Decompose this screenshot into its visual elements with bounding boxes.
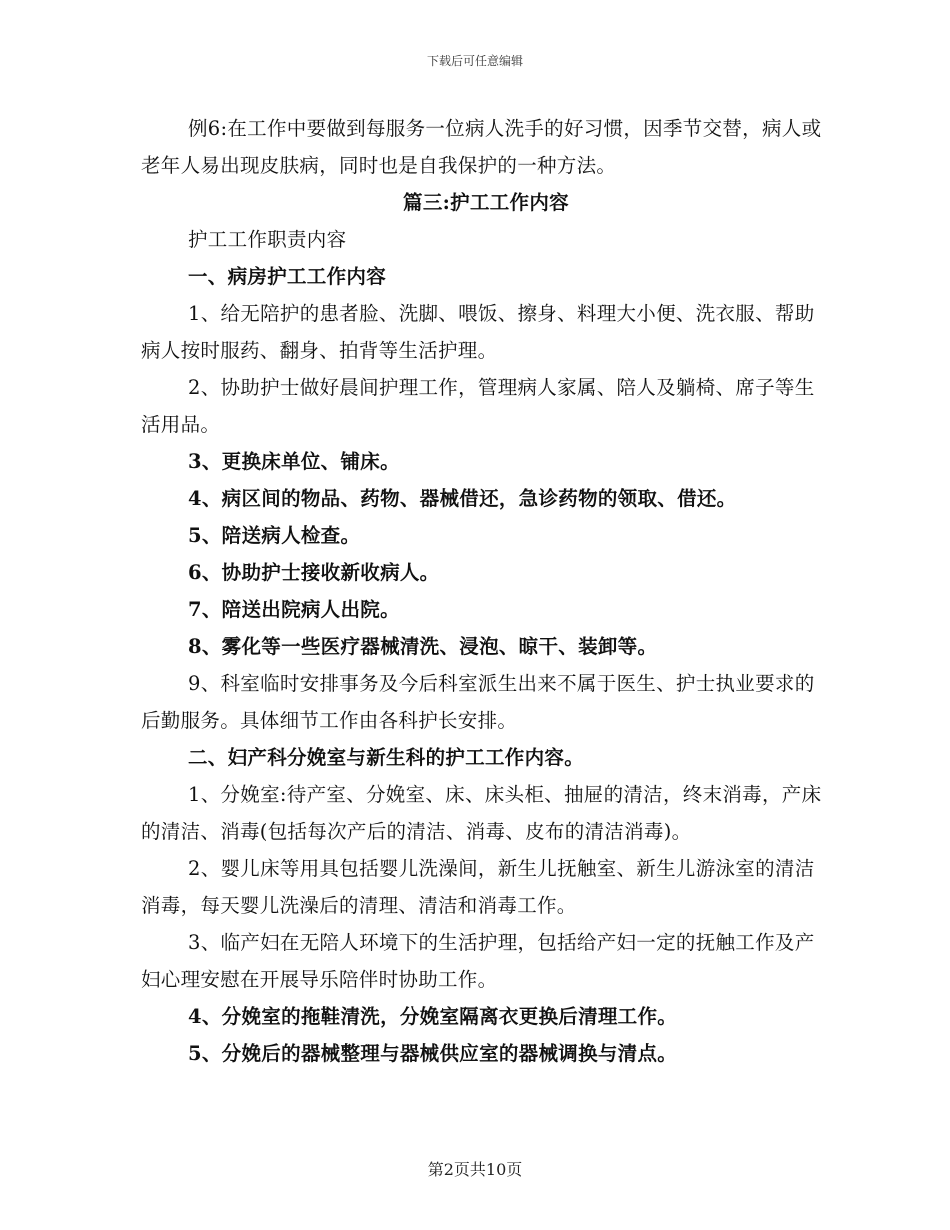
ward-item-6: 6、协助护士接收新收病人。 <box>188 561 440 584</box>
maternity-item-5: 5、分娩后的器械整理与器械供应室的器械调换与清点。 <box>188 1042 678 1065</box>
document-body <box>141 110 831 1072</box>
duties-heading: 护工工作职责内容 <box>188 228 347 251</box>
ward-item-5: 5、陪送病人检查。 <box>188 524 361 547</box>
ward-item-4: 4、病区间的物品、药物、器械借还，急诊药物的领取、借还。 <box>188 487 737 510</box>
page-header: 下载后可任意编辑 <box>426 54 523 68</box>
ward-item-3: 3、更换床单位、铺床。 <box>188 450 400 473</box>
ward-item-1: 1、给无陪护的患者脸、洗脚、喂饭、擦身、料理大小便、洗衣服、帮助病人按时服药、翻身、拍背等生活护理。 <box>141 302 815 362</box>
ward-item-8: 8、雾化等一些医疗器械清洗、浸泡、晾干、装卸等。 <box>188 635 658 658</box>
maternity-item-4: 4、分娩室的拖鞋清洗，分娩室隔离衣更换后清理工作。 <box>188 1005 678 1028</box>
maternity-item-3: 3、临产妇在无陪人环境下的生活护理，包括给产妇一定的抚触工作及产妇心理安慰在开展导乐陪伴时协助工作。 <box>141 931 815 991</box>
maternity-item-2: 2、婴儿床等用具包括婴儿洗澡间，新生儿抚触室、新生儿游泳室的清洁消毒，每天婴儿洗澡后的清理、清洁和消毒工作。 <box>141 857 815 917</box>
ward-item-2: 2、协助护士做好晨间护理工作，管理病人家属、陪人及躺椅、席子等生活用品。 <box>141 376 815 436</box>
ward-item-7: 7、陪送出院病人出院。 <box>188 598 400 621</box>
section-title: 篇三:护工工作内容 <box>403 191 569 214</box>
ward-item-9: 9、科室临时安排事务及今后科室派生出来不属于医生、护士执业要求的后勤服务。具体细节工作由各科护长安排。 <box>141 672 815 732</box>
ward-section-heading: 一、病房护工工作内容 <box>188 265 387 288</box>
page-number-footer: 第2页共10页 <box>427 1160 523 1179</box>
maternity-item-1: 1、分娩室:待产室、分娩室、床、床头柜、抽屉的清洁，终末消毒，产床的清洁、消毒(包括每次产后的清洁、消毒、皮布的清洁消毒)。 <box>141 783 822 843</box>
maternity-section-heading: 二、妇产科分娩室与新生科的护工工作内容。 <box>188 746 585 769</box>
example-6-paragraph: 例6:在工作中要做到每服务一位病人洗手的好习惯，因季节交替，病人或老年人易出现皮肤病，同时也是自我保护的一种方法。 <box>141 117 822 177</box>
